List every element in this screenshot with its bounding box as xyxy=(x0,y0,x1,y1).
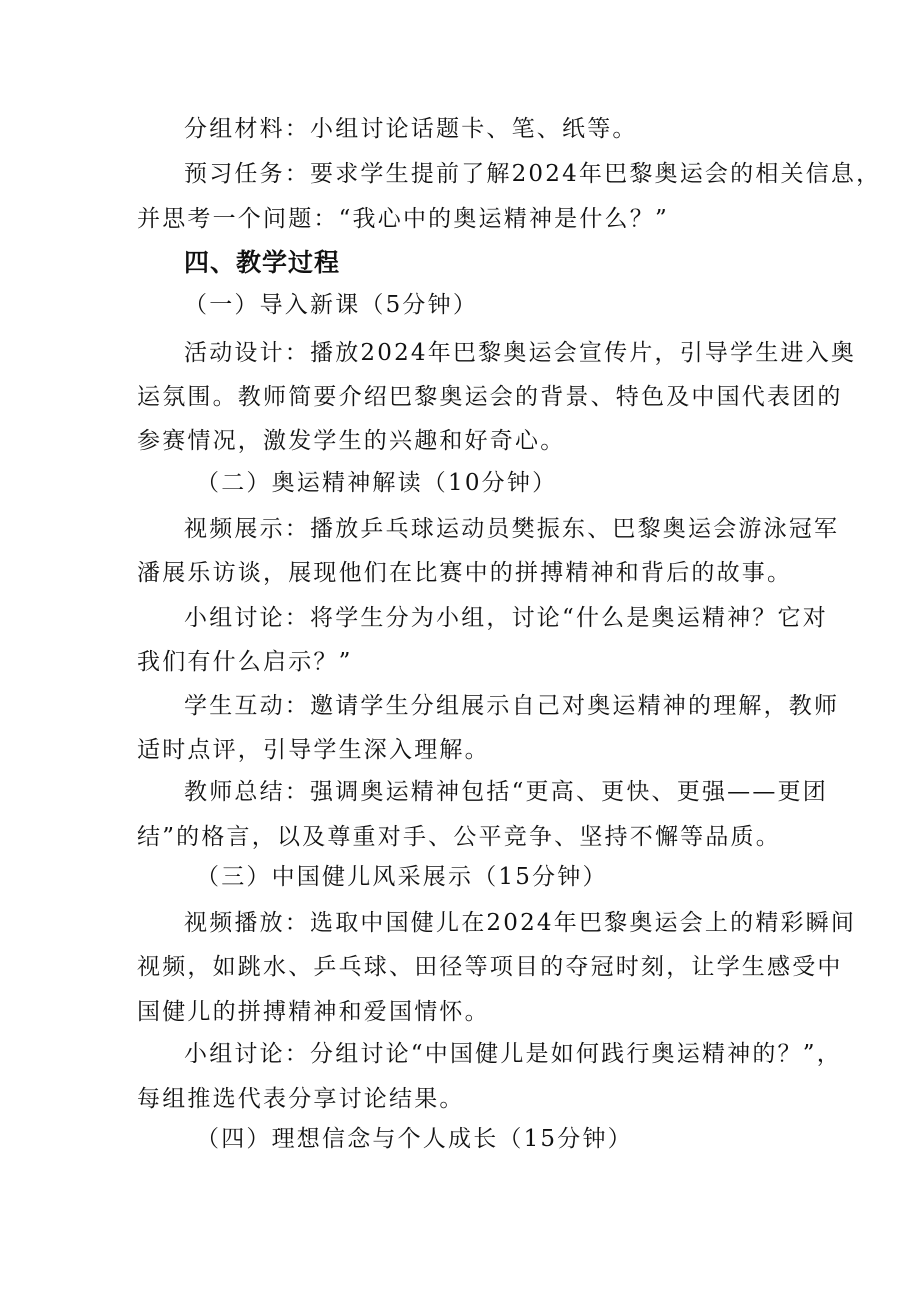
materials-paragraph: 分组材料：小组讨论话题卡、笔、纸等。 xyxy=(184,116,638,142)
sub2-interaction-line-1: 学生互动：邀请学生分组展示自己对奥运精神的理解，教师 xyxy=(184,693,840,719)
section-title: 四、教学过程 xyxy=(184,248,341,277)
sub2-video-line-1: 视频展示：播放乒乓球运动员樊振东、巴黎奥运会游泳冠军 xyxy=(184,516,840,542)
sub3-video-line-2: 视频，如跳水、乒乓球、田径等项目的夺冠时刻，让学生感受中 xyxy=(137,954,843,980)
sub3-discussion-line-1: 小组讨论：分组讨论“中国健儿是如何践行奥运精神的？”， xyxy=(184,1041,842,1067)
sub2-discussion-line-1: 小组讨论：将学生分为小组，讨论“什么是奥运精神？它对 xyxy=(184,605,828,631)
sub1-paragraph-line-2: 运氛围。教师简要介绍巴黎奥运会的背景、特色及中国代表团的 xyxy=(137,384,843,410)
sub2-interaction-line-2: 适时点评，引导学生深入理解。 xyxy=(137,737,490,763)
subsection-1-title: （一）导入新课（5分钟） xyxy=(184,292,479,318)
sub2-video-line-2: 潘展乐访谈，展现他们在比赛中的拼搏精神和背后的故事。 xyxy=(137,560,793,586)
sub2-summary-line-2: 结”的格言，以及尊重对手、公平竞争、坚持不懈等品质。 xyxy=(137,824,781,850)
sub3-video-line-3: 国健儿的拼搏精神和爱国情怀。 xyxy=(137,999,490,1025)
sub1-paragraph-line-1: 活动设计：播放2024年巴黎奥运会宣传片，引导学生进入奥 xyxy=(184,340,857,366)
subsection-4-title: （四）理想信念与个人成长（15分钟） xyxy=(196,1126,633,1152)
sub1-paragraph-line-3: 参赛情况，激发学生的兴趣和好奇心。 xyxy=(137,428,566,454)
sub2-discussion-line-2: 我们有什么启示？” xyxy=(137,649,353,675)
sub3-video-line-1: 视频播放：选取中国健儿在2024年巴黎奥运会上的精彩瞬间 xyxy=(184,910,857,936)
preview-paragraph-line-2: 并思考一个问题：“我心中的奥运精神是什么？” xyxy=(137,206,669,232)
sub3-discussion-line-2: 每组推选代表分享讨论结果。 xyxy=(137,1086,465,1112)
sub2-summary-line-1: 教师总结：强调奥运精神包括“更高、更快、更强——更团 xyxy=(184,779,828,805)
subsection-2-title: （二）奥运精神解读（10分钟） xyxy=(196,470,558,496)
preview-paragraph-line-1: 预习任务：要求学生提前了解2024年巴黎奥运会的相关信息， xyxy=(184,161,882,187)
subsection-3-title: （三）中国健儿风采展示（15分钟） xyxy=(196,864,608,890)
